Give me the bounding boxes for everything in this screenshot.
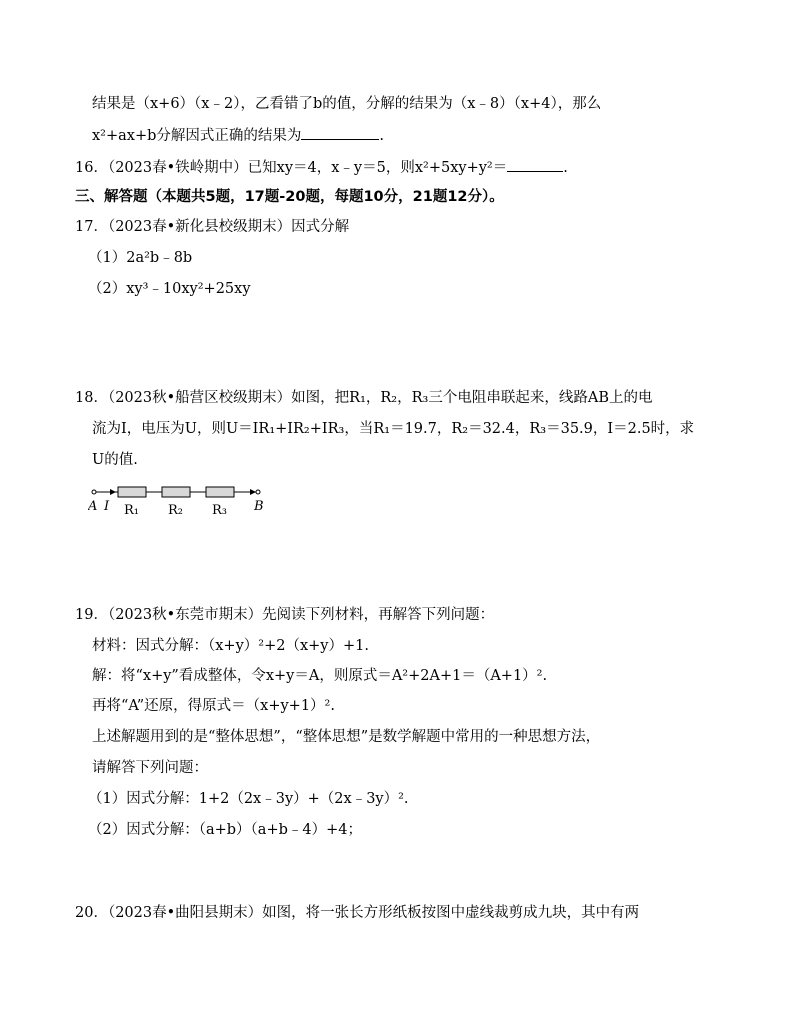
text-line-2-main: x²+ax+b分解因式正确的结果为 xyxy=(92,128,302,144)
label-current: I xyxy=(104,499,110,514)
label-r3: R₃ xyxy=(212,503,227,518)
label-r1: R₁ xyxy=(124,503,139,518)
question-19-restore: 再将“A”还原，得原式＝（x+y+1）². xyxy=(92,698,335,714)
resistor-r3 xyxy=(206,487,234,497)
question-18-line-3: U的值. xyxy=(92,452,138,468)
answer-blank-16[interactable] xyxy=(507,157,563,172)
question-16 xyxy=(75,156,568,177)
question-19-material: 材料：因式分解：（x+y）²+2（x+y）+1. xyxy=(92,638,369,654)
question-19-solution: 解：将“x+y”看成整体，令x+y＝A，则原式＝A²+2A+1＝（A+1）². xyxy=(92,668,548,684)
current-arrow xyxy=(110,489,116,495)
question-20: 20．（2023春•曲阳县期末）如图，将一张长方形纸板按图中虚线裁剪成九块，其中有两 xyxy=(75,905,640,921)
end-arrow xyxy=(250,489,256,495)
text-line-2-end: . xyxy=(379,128,385,144)
question-17-part-1: （1）2a²b﹣8b xyxy=(88,250,193,266)
label-b: B xyxy=(254,499,264,514)
question-18-line-1: 18．（2023秋•船营区校级期末）如图，把R₁，R₂，R₃三个电阻串联起来，线路AB上的电 xyxy=(75,390,653,406)
series-circuit-diagram xyxy=(88,483,278,519)
label-a: A xyxy=(88,499,98,514)
question-19: 19．（2023秋•东莞市期末）先阅读下列材料，再解答下列问题： xyxy=(75,607,495,623)
question-16-end: . xyxy=(563,160,568,176)
text-line-1: 结果是（x+6）（x﹣2），乙看错了b的值，分解的结果为（x﹣8）（x+4），那么 xyxy=(92,96,602,112)
question-17: 17．（2023春•新化县校级期末）因式分解 xyxy=(75,219,350,235)
node-a xyxy=(92,490,96,494)
resistor-r1 xyxy=(118,487,146,497)
answer-blank-15[interactable] xyxy=(301,125,379,140)
question-19-part-1: （1）因式分解：1+2（2x﹣3y）+（2x﹣3y）². xyxy=(88,791,409,807)
question-19-part-2: （2）因式分解：（a+b）（a+b﹣4）+4； xyxy=(88,822,362,838)
question-19-thought: 上述解题用到的是“整体思想”，“整体思想”是数学解题中常用的一种思想方法， xyxy=(92,729,601,745)
question-19-prompt: 请解答下列问题： xyxy=(92,760,208,776)
label-r2: R₂ xyxy=(168,503,183,518)
text-line-2 xyxy=(92,124,384,145)
question-17-part-2: （2）xy³﹣10xy²+25xy xyxy=(88,281,251,297)
node-b xyxy=(256,490,260,494)
question-18-line-2: 流为I，电压为U，则U＝IR₁+IR₂+IR₃，当R₁＝19.7，R₂＝32.4，R₃＝35.9，I＝2.5时，求 xyxy=(92,421,695,437)
question-16-text: 16．（2023春•铁岭期中）已知xy＝4，x﹣y＝5，则x²+5xy+y²＝ xyxy=(75,160,508,176)
resistor-r2 xyxy=(162,487,190,497)
section-3-heading: 三、解答题（本题共5题，17题-20题，每题10分，21题12分）。 xyxy=(75,189,504,205)
